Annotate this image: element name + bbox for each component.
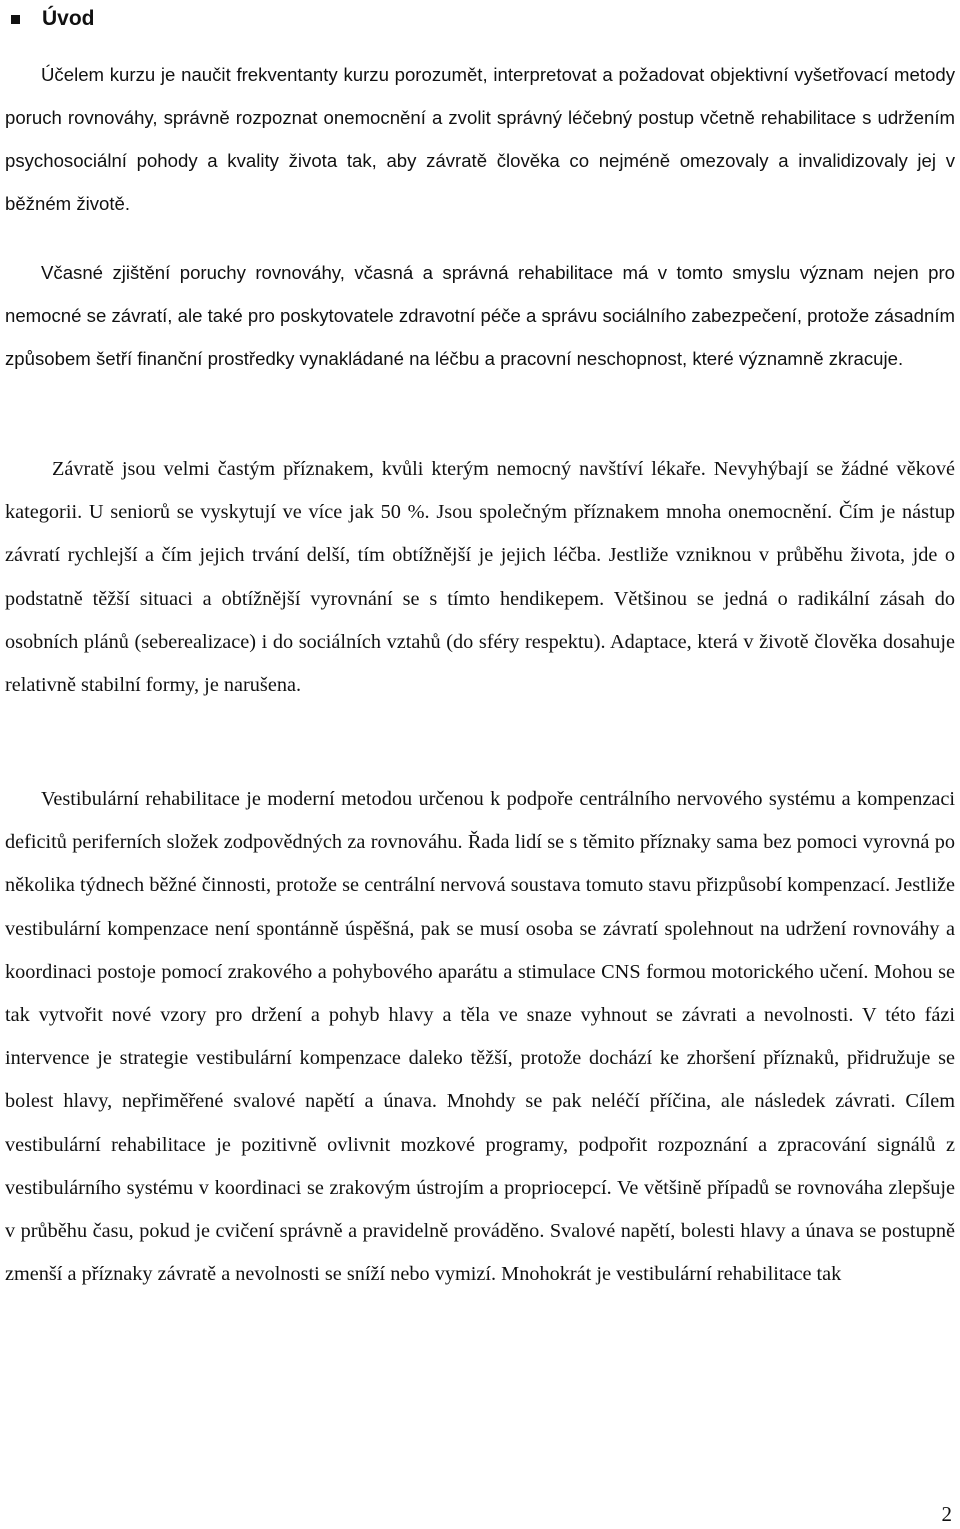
paragraph-purpose: Účelem kurzu je naučit frekventanty kurzu porozumět, interpretovat a požadovat objektivní vyšetřovací metody poruch rovnováhy, správně rozpoznat onemocnění a zvolit správný léčebný postup včetně rehabilitace s udržením psychosociální pohody a kvality života tak, aby závratě člověka co nejméně omezovaly a invalidizovaly jej v běžném životě.	[5, 64, 955, 214]
page-number: 2	[941, 1502, 952, 1526]
square-bullet-icon	[11, 15, 20, 24]
section-title: Úvod	[42, 7, 95, 30]
paragraph-vestibular-rehabilitation: Vestibulární rehabilitace je moderní metodou určenou k podpoře centrálního nervového systému a kompenzaci deficitů periferních složek zodpovědných za rovnováhu. Řada lidí se s těmito příznaky sama bez pomoci vyrovná po několika týdnech běžné činnosti, protože se centrální nervová soustava tomuto stavu přizpůsobí kompenzací. Jestliže vestibulární kompenzace není spontánně úspěšná, pak se musí osoba se závratí spolehnout na udržení rovnováhy a koordinaci postoje pomocí zrakového a pohybového aparátu a stimulace CNS formou motorického učení. Mohou se tak vytvořit nové vzory pro držení a pohyb hlavy a těla ve snaze vyhnout se závrati a nevolnosti. V této fázi intervence je strategie vestibulární kompenzace daleko těžší, protože dochází ke zhoršení příznaků, přidružuje se bolest hlavy, nepřiměřené svalové napětí a únava. Mnohdy se pak neléčí příčina, ale následek závrati. Cílem vestibulární rehabilitace je pozitivně ovlivnit mozkové programy, podpořit rozpoznání a zpracování signálů z vestibulárního systému v koordinaci se zrakovým ústrojím a propriocepcí. Ve většině případů se rovnováha zlepšuje v průběhu času, pokud je cvičení správně a pravidelně prováděno. Svalové napětí, bolesti hlavy a únava se postupně zmenší a příznaky závratě a nevolnosti se sníží nebo vymizí. Mnohokrát je vestibulární rehabilitace tak	[5, 788, 955, 1286]
paragraph-vertigo-symptoms: Závratě jsou velmi častým příznakem, kvůli kterým nemocný navštíví lékaře. Nevyhýbají se žádné věkové kategorii. U seniorů se vyskytují ve více jak 50 %. Jsou společným příznakem mnoha onemocnění. Čím je nástup závratí rychlejší a čím jejich trvání delší, tím obtížnější je jejich léčba. Jestliže vzniknou v průběhu života, jde o podstatně těžší situaci a obtížnější vyrovnání se s tímto hendikepem. Většinou se jedná o radikální zásah do osobních plánů (seberealizace) i do sociálních vztahů (do sféry respektu). Adaptace, která v životě člověka dosahuje relativně stabilní formy, je narušena.	[5, 458, 955, 697]
section-heading	[8, 5, 95, 33]
paragraph-early-detection: Včasné zjištění poruchy rovnováhy, včasná a správná rehabilitace má v tomto smyslu význam nejen pro nemocné se závratí, ale také pro poskytovatele zdravotní péče a správu sociálního zabezpečení, protože zásadním způsobem šetří finanční prostředky vynakládané na léčbu a pracovní neschopnost, které významně zkracuje.	[5, 262, 955, 369]
